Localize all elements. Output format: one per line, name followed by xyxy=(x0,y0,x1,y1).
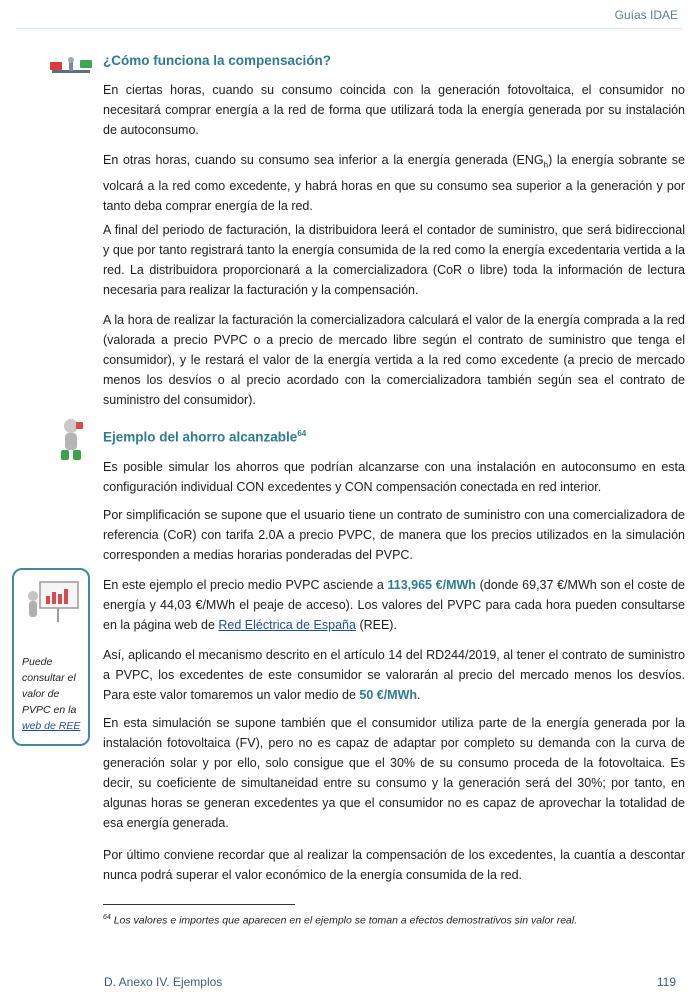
section-heading-compensation: ¿Cómo funciona la compensación? xyxy=(103,53,332,68)
header-divider xyxy=(16,28,682,29)
footnote: $^{64}$ Los valores e importes que aparecen en el ejemplo se toman a efectos demostrativos sin valor real. xyxy=(103,914,578,927)
paragraph: En este ejemplo el precio medio PVPC asciende a 113,965 €/MWh (donde 69,37 €/MWh son el coste de energía y 44,03 €/MWh el peaje de acceso). Los valores del PVPC para cada hora pueden consultarse en la página web de Red Eléctrica de España (REE). xyxy=(103,578,685,632)
paragraph: Por simplificación se supone que el usuario tiene un contrato de suministro con una comercializadora de referencia (CoR) con tarifa 2.0A a precio PVPC, de manera que los precios utilizados en la simulación corresponden a medias horarias ponderadas del PVPC. xyxy=(103,508,685,562)
paragraph: Así, aplicando el mecanismo descrito en el artículo 14 del RD244/2019, al tener el contrato de suministro a PVPC, los excedentes de este consumidor se valorarán al precio del mercado menos los desvíos. Para este valor tomaremos un valor medio de 50 €/MWh. xyxy=(103,648,685,702)
paragraph: Por último conviene recordar que al realizar la compensación de los excedentes, la cuantía a descontar nunca podrá superar el valor económico de la energía consumida de la red. xyxy=(103,848,685,882)
paragraph: Es posible simular los ahorros que podrían alcanzarse con una instalación en autoconsumo en esta configuración individual CON excedentes y CON compensación conectada en red interior. xyxy=(103,460,685,494)
page-number: 119 xyxy=(656,975,676,989)
paragraph: En esta simulación se supone también que el consumidor utiliza parte de la energía generada por la instalación fotovoltaica (FV), pero no es capaz de adaptar por completo su demanda con la curva de generación solar y por ello, solo consigue que el 30% de su consumo proceda de la fotovoltaica. Es decir, su coeficiente de simultaneidad entre su consumo y la generación será del 30%; por tanto, en algunas horas se generan excedentes ya que el consumidor no es capaz de aprovechar la totalidad de esa energía generada. xyxy=(103,716,685,830)
guide-title: Guías IDAE xyxy=(614,8,678,22)
pvpc-average-price: 113,965 €/MWh xyxy=(387,578,476,592)
thinking-figure-icon xyxy=(58,418,86,462)
sidebar-note xyxy=(12,568,90,746)
paragraph: A final del periodo de facturación, la distribuidora leerá el contador de suministro, que será bidireccional y que por tanto registrará tanto la energía consumida de la red como la energía excedentaria vertida a la red. La distribuidora proporcionará a la comercializadora (CoR o libre) toda la información de lectura necesaria para realizar la facturación y la compensación. xyxy=(103,223,685,297)
footer-section: D. Anexo IV. Ejemplos xyxy=(104,975,223,989)
section-heading-example: Ejemplo del ahorro alcanzable$^{64}$ xyxy=(103,429,307,445)
sidebar-text: Puede consultar el valor de PVPC en la web de REE xyxy=(22,656,81,732)
balance-scale-icon xyxy=(48,54,94,76)
ree-web-link[interactable]: web de REE xyxy=(22,720,81,732)
ree-link[interactable]: Red Eléctrica de España xyxy=(218,618,356,632)
paragraph: En ciertas horas, cuando su consumo coincida con la generación fotovoltaica, el consumidor no necesitará comprar energía a la red de forma que utilizará toda la energía generada por su instalación de autoconsumo. xyxy=(103,83,685,137)
footnote-divider xyxy=(103,904,295,905)
surplus-price: 50 €/MWh xyxy=(359,688,418,702)
presentation-board-icon xyxy=(26,580,80,624)
paragraph: A la hora de realizar la facturación la comercializadora calculará el valor de la energía comprada a la red (valorada a precio PVPC o a precio de mercado libre según el contrato de suministro que tenga el consumidor), y le restará el valor de la energía vertida a la red como excedente (a precio de mercado menos los desvíos o al precio acordado con la comercializadora también según sea el contrato de suministro del consumidor). xyxy=(103,313,685,407)
footnote-reference[interactable]: 64 xyxy=(297,429,307,438)
paragraph: En otras horas, cuando su consumo sea inferior a la energía generada $(ENG_h)$ la energía sobrante se volcará a la red como excedente, y habrá horas en que su consumo sea superior a la generación y por tanto deba comprar energía de la red. xyxy=(103,153,685,213)
